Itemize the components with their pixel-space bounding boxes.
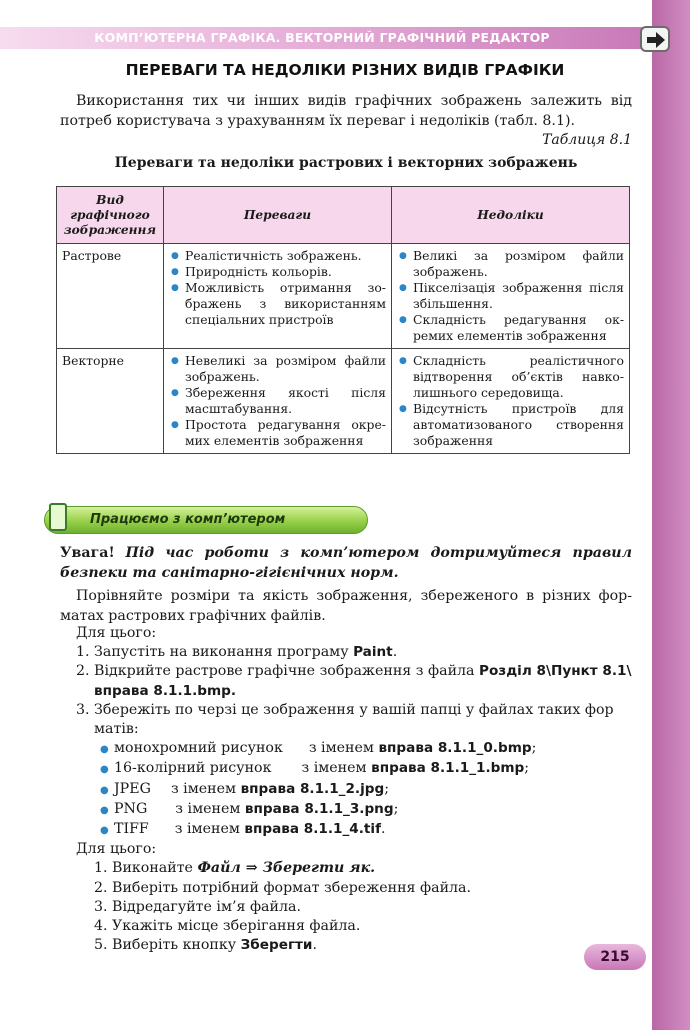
list-item: ● Реалістичність зображень.: [169, 248, 386, 264]
page-edge-stripe: [652, 0, 690, 1030]
cell-type: Векторне: [57, 349, 164, 454]
list-item: ● Великі за розміром файли зображень.: [397, 248, 624, 280]
list-item: ● Невеликі за розміром файли зображень.: [169, 353, 386, 385]
format-mid: з іменем: [170, 780, 237, 797]
for-this-label: Для цього:: [76, 841, 157, 858]
format-name: PNG: [114, 800, 148, 817]
cell-pros: [164, 349, 392, 454]
step-text: 2. Відкрийте растрове графічне зображення з файла: [76, 663, 479, 680]
file-name: вправа 8.1.1_1.bmp: [371, 760, 525, 777]
file-name: вправа 8.1.1_2.jpg: [240, 780, 385, 797]
punct: .: [381, 821, 386, 838]
punct: .: [312, 937, 317, 954]
header-cons: Недоліки: [391, 187, 629, 244]
punct: ;: [393, 800, 399, 817]
practice-label: Працюємо з комп’ютером: [90, 512, 286, 527]
format-name: JPEG: [114, 780, 151, 797]
punct: ;: [524, 760, 530, 777]
step-2-cont: [60, 682, 632, 701]
cell-pros: [164, 244, 392, 349]
header-pros: Переваги: [164, 187, 392, 244]
punct: ;: [531, 740, 537, 757]
file-path: вправа 8.1.1.bmp.: [94, 682, 237, 699]
file-name: вправа 8.1.1_3.png: [244, 800, 394, 817]
list-item: ● Складність реалістичного відтворення об’єктів навколишнього середовища.: [397, 353, 624, 401]
instructions: [60, 624, 632, 955]
step-3-cont: матів:: [94, 721, 139, 738]
list-item: ● Складність редагування окремих елементів зображення: [397, 312, 624, 344]
cell-cons: [391, 349, 629, 454]
arrow-right-icon[interactable]: [640, 26, 670, 52]
warning-paragraph: [60, 543, 632, 583]
comparison-table: [56, 186, 630, 454]
format-name: TIFF: [114, 821, 149, 838]
list-item: ● Пікселізація зображення після збільшення.: [397, 280, 624, 312]
sub-step-5: [60, 936, 632, 955]
punct: ;: [384, 780, 389, 797]
table-header-row: [57, 187, 630, 244]
bullet-icon: ●: [100, 784, 109, 796]
format-item: [60, 759, 632, 779]
button-name: Зберегти: [240, 937, 313, 954]
computer-icon: [49, 503, 67, 531]
for-this-label: Для цього:: [76, 625, 157, 641]
bullet-icon: ●: [100, 804, 109, 816]
sub-step-1: [60, 859, 632, 878]
format-name: монохромний рисунок: [114, 740, 283, 757]
section-title: ПЕРЕВАГИ ТА НЕДОЛІКИ РІЗНИХ ВИДІВ ГРАФІКИ: [125, 61, 565, 79]
bullet-icon: ●: [100, 744, 109, 756]
page-number: 215: [584, 944, 646, 970]
task-paragraph: Порівняйте розміри та якість зображення, збереженого в різних форматах растрових графічних файлів.: [60, 588, 632, 624]
step-text: 1. Виконайте: [94, 860, 198, 877]
step-1: [60, 643, 632, 662]
table-title: Переваги та недоліки растрових і векторних зображень: [114, 155, 578, 171]
format-item: [60, 780, 632, 800]
step-2: [60, 662, 632, 681]
format-mid: з іменем: [175, 800, 241, 817]
list-item: ● Відсутність пристроїв для автоматизованого створення зображення: [397, 401, 624, 449]
table-row: [57, 244, 630, 349]
file-path: Розділ 8\Пункт 8.1\: [479, 663, 632, 680]
step-3: 3. Збережіть по черзі це зображення у вашій папці у файлах таких фор: [76, 701, 614, 718]
list-item: ● Простота редагування окремих елементів зображення: [169, 417, 386, 449]
format-mid: з іменем: [308, 740, 374, 757]
format-item: [60, 739, 632, 759]
file-name: вправа 8.1.1_4.tif: [244, 821, 381, 838]
sub-step-2: 2. Виберіть потрібний формат збереження файла.: [94, 879, 472, 896]
format-item: [60, 800, 632, 820]
program-name: Paint: [353, 644, 393, 661]
sub-step-3: 3. Відредагуйте ім’я файла.: [94, 898, 301, 915]
warning-label: Увага!: [60, 545, 115, 561]
step-text: .: [392, 644, 398, 661]
step-text: 5. Виберіть кнопку: [94, 937, 241, 954]
warning-text: Під час роботи з комп’ютером дотримуйтеся правил безпеки та санітарно-гігієнічних норм.: [60, 545, 632, 581]
format-mid: з іменем: [301, 760, 367, 777]
intro-paragraph: Використання тих чи інших видів графічних зображень залежить від потреб користувача з урахуванням їх переваг і недоліків (табл. 8.1).: [60, 93, 632, 129]
cell-cons: [391, 244, 629, 349]
format-item: [60, 820, 632, 840]
list-item: ● Природність кольорів.: [169, 264, 386, 280]
table-caption: Таблиця 8.1: [542, 132, 632, 148]
format-mid: з іменем: [174, 821, 240, 838]
list-item: ● Збереження якості після масштабування.: [169, 385, 386, 417]
list-item: ● Можливість отримання зображень з використанням спеціальних пристроїв: [169, 280, 386, 328]
menu-command: Файл ⇒ Зберегти як.: [197, 860, 376, 877]
cell-type: Растрове: [57, 244, 164, 349]
table-row: [57, 349, 630, 454]
bullet-icon: ●: [100, 825, 109, 837]
file-name: вправа 8.1.1_0.bmp: [378, 740, 532, 757]
sub-step-4: 4. Укажіть місце зберігання файла.: [94, 918, 361, 935]
step-text: 1. Запустіть на виконання програму: [76, 644, 354, 661]
bullet-icon: ●: [100, 764, 109, 776]
running-title: КОМП’ЮТЕРНА ГРАФІКА. ВЕКТОРНИЙ ГРАФІЧНИЙ РЕДАКТОР: [94, 30, 550, 45]
header-type: Вид графічного зображення: [57, 187, 164, 244]
format-name: 16-колірний рисунок: [114, 760, 272, 777]
